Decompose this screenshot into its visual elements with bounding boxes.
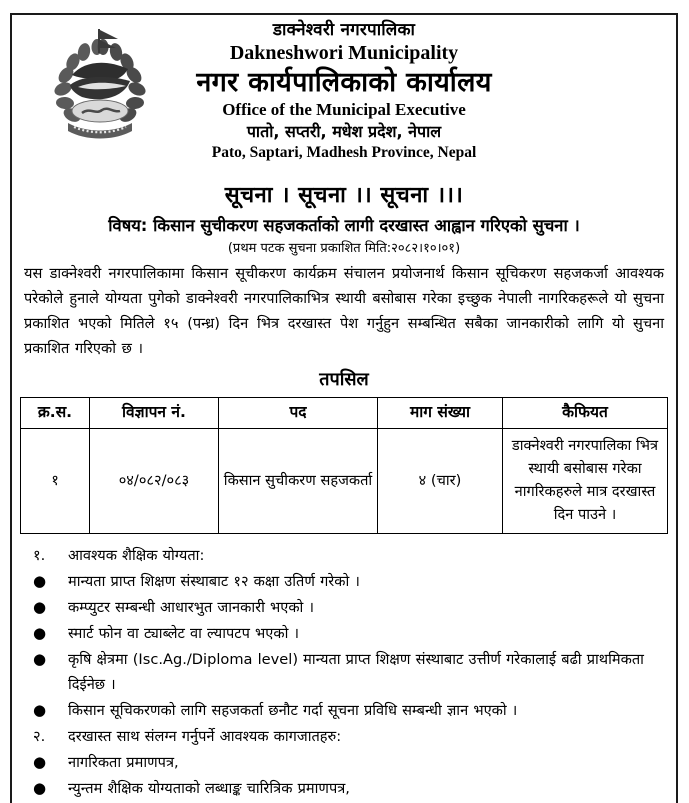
list-item-text: मान्यता प्राप्त शिक्षण संस्थाबाट १२ कक्षा उतिर्ण गरेको । xyxy=(68,573,360,590)
list-item xyxy=(24,724,666,749)
bullet-icon: ● xyxy=(33,624,47,642)
vacancy-table xyxy=(20,397,668,534)
office-name-english: Office of the Municipal Executive xyxy=(222,100,466,119)
list-item-text: न्युन्तम शैक्षिक योग्यताको लब्धाङ्क चारित्रिक प्रमाणपत्र, xyxy=(68,780,350,797)
cell-remarks: डाक्नेश्वरी नगरपालिका भित्र स्थायी बसोबास गरेका नागरिकहरुले मात्र दरखास्त दिन पाउने । xyxy=(503,429,668,534)
bullet-icon: ● xyxy=(33,650,47,668)
cell-post: किसान सुचीकरण सहजकर्ता xyxy=(219,429,378,534)
list-item-text: आवश्यक शैक्षिक योग्यता: xyxy=(68,547,205,564)
list-item xyxy=(24,776,666,801)
list-item xyxy=(24,647,666,697)
bullet-icon: ● xyxy=(33,753,47,771)
list-item xyxy=(24,543,666,568)
notice-subject: विषय: किसान सुचीकरण सहजकर्ताको लागी दरखास्त आह्वान गरिएको सुचना । xyxy=(108,216,580,235)
list-item xyxy=(24,595,666,620)
column-header-quantity: माग संख्या xyxy=(378,398,503,429)
organization-name-english: Dakneshwori Municipality xyxy=(229,42,459,64)
list-item-text: किसान सूचिकरणको लागि सहजकर्ता छनौट गर्दा सूचना प्रविधि सम्बन्धी ज्ञान भएको । xyxy=(68,702,518,719)
table-header-row xyxy=(21,398,668,429)
list-item xyxy=(24,569,666,594)
municipality-emblem-icon xyxy=(44,23,156,147)
document-content xyxy=(12,15,676,801)
cell-quantity: ४ (चार) xyxy=(378,429,503,534)
table-row xyxy=(21,429,668,534)
notice-title: सूचना । सूचना ।। सूचना ।।। xyxy=(224,183,464,208)
column-header-post: पद xyxy=(219,398,378,429)
requirements-list xyxy=(20,543,668,801)
bullet-icon: ● xyxy=(33,779,47,797)
list-item-text: कम्प्युटर सम्बन्धी आधारभुत जानकारी भएको । xyxy=(68,599,314,616)
bullet-icon: ● xyxy=(33,701,47,719)
address-english: Pato, Saptari, Madhesh Province, Nepal xyxy=(211,144,477,161)
organization-name-nepali: डाक्नेश्वरी नगरपालिका xyxy=(272,20,416,40)
column-header-remarks: कैफियत xyxy=(503,398,668,429)
document-border-frame xyxy=(10,13,678,803)
cell-ad-no: ०४/०८२/०८३ xyxy=(90,429,219,534)
list-item xyxy=(24,698,666,723)
list-item xyxy=(24,750,666,775)
column-header-serial: क्र.स. xyxy=(21,398,90,429)
list-marker: २. xyxy=(33,728,46,745)
letterhead xyxy=(20,19,668,171)
list-item-text: कृषि क्षेत्रमा (Isc.Ag./Diploma level) मान्यता प्राप्त शिक्षण संस्थाबाट उत्तीर्ण गरेकालाई बढी प्राथमिकता दिईनेछ । xyxy=(68,651,644,693)
notice-body-paragraph: यस डाक्नेश्वरी नगरपालिकामा किसान सूचीकरण कार्यक्रम संचालन प्रयोजनार्थ किसान सूचिकरण सहजकर्जा आवश्यक परेकोले हुनाले योग्यता पुगेको डाक्नेश्वरी नगरपालिकाभित्र स्थायी बसोबास गरेका इच्छुक नेपाली नागरिकहरूले यो सुचना प्रकाशित भएको मितिले १५ (पन्ध्र) दिन भित्र दरखास्त पेश गर्नुहुन सम्बन्धित सबैका जानकारीको लागि यो सुचना प्रकाशित गरिएको छ । xyxy=(24,265,664,357)
list-item xyxy=(24,621,666,646)
publication-date: (प्रथम पटक सुचना प्रकाशित मिति:२०८२।१०।०१) xyxy=(227,241,461,256)
schedule-heading: तपसिल xyxy=(319,369,369,390)
cell-serial: १ xyxy=(21,429,90,534)
list-item-text: नागरिकता प्रमाणपत्र, xyxy=(68,754,179,771)
bullet-icon: ● xyxy=(33,598,47,616)
address-nepali: पातो, सप्तरी, मधेश प्रदेश, नेपाल xyxy=(246,122,442,141)
list-marker: १. xyxy=(33,547,46,564)
column-header-ad-no: विज्ञापन नं. xyxy=(90,398,219,429)
bullet-icon: ● xyxy=(33,572,47,590)
list-item-text: स्मार्ट फोन वा ट्याब्लेट वा ल्यापटप भएको । xyxy=(68,625,300,642)
office-name-nepali: नगर कार्यपालिकाको कार्यालय xyxy=(196,67,492,98)
list-item-text: दरखास्त साथ संलग्न गर्नुपर्ने आवश्यक कागजातहरु: xyxy=(68,728,342,745)
